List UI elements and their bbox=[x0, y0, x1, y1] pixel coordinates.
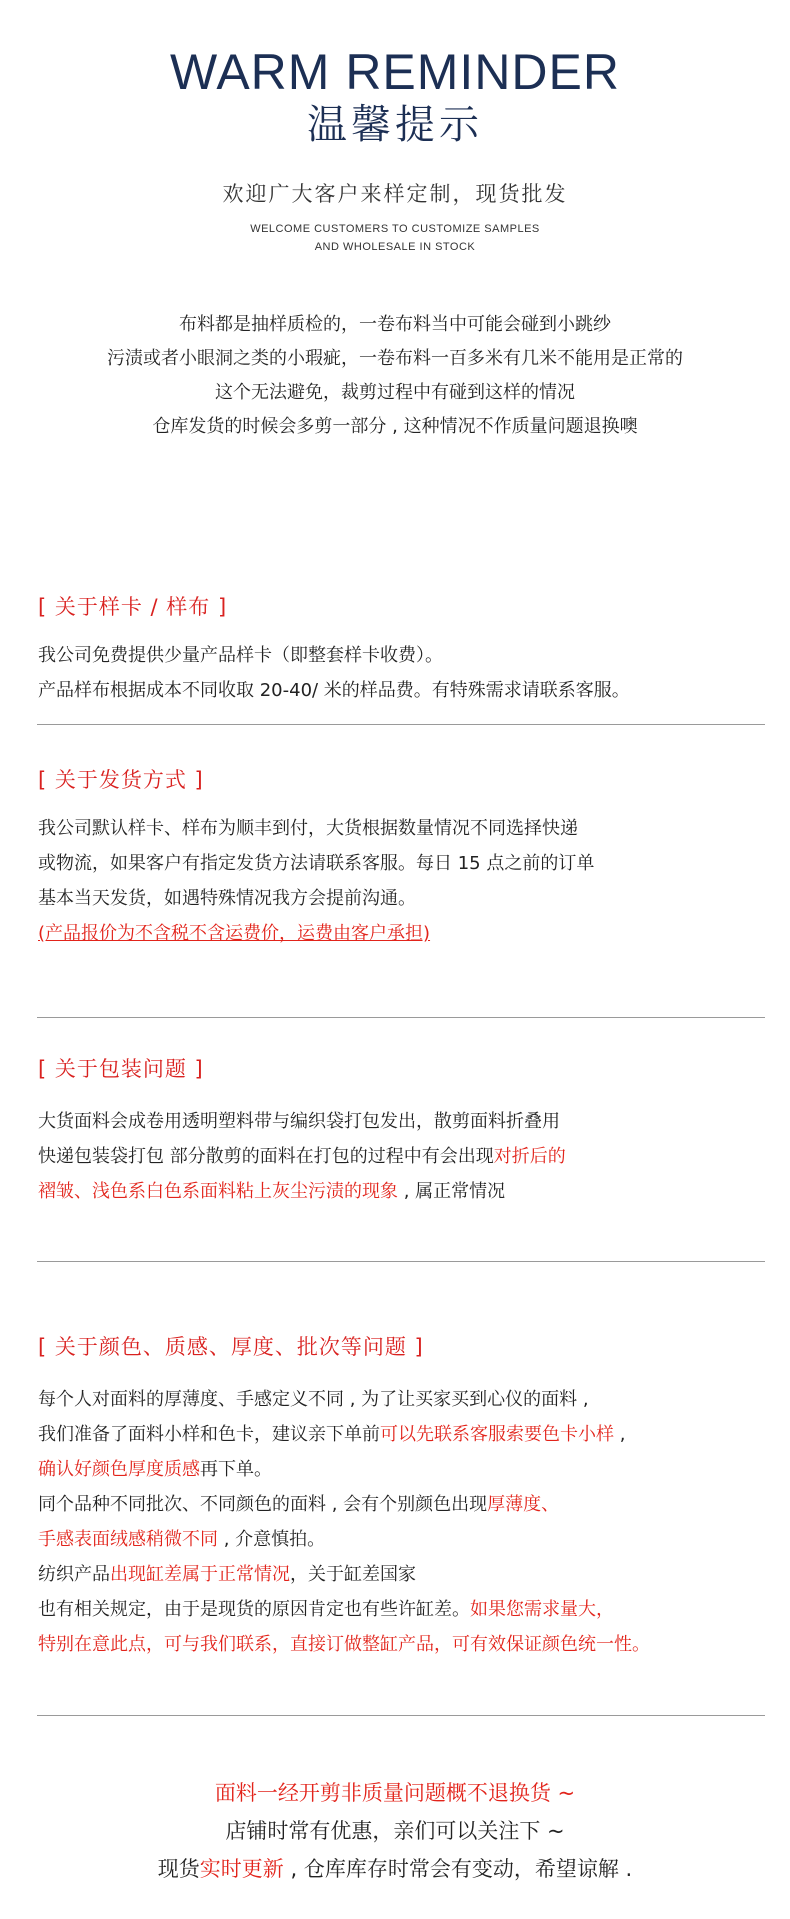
highlight-text: 如果您需求量大， bbox=[470, 1599, 614, 1620]
text-segment: 我公司默认样卡、样布为顺丰到付，大货根据数量情况不同选择快递 bbox=[38, 818, 578, 839]
text-segment: 现货 bbox=[157, 1857, 200, 1881]
divider bbox=[37, 1715, 765, 1716]
title-cn: 温馨提示 bbox=[307, 102, 483, 148]
text-segment: 我们准备了面料小样和色卡，建议亲下单前 bbox=[38, 1424, 380, 1445]
section-packaging bbox=[38, 1054, 752, 1209]
section-title: [ 关于发货方式 ] bbox=[38, 768, 204, 792]
highlight-text: 褶皱、浅色系白色系面料粘上灰尘污渍的现象 bbox=[38, 1181, 398, 1202]
text-line bbox=[0, 1774, 790, 1812]
text-segment: 我公司免费提供少量产品样卡（即整套样卡收费）。 bbox=[38, 645, 443, 666]
intro-paragraph bbox=[0, 308, 790, 444]
footer-notice bbox=[0, 1774, 790, 1888]
section-title: [ 关于样卡 / 样布 ] bbox=[38, 595, 228, 619]
section-sample-card bbox=[38, 592, 752, 708]
text-segment: 基本当天发货，如遇特殊情况我方会提前沟通。 bbox=[38, 888, 416, 909]
text-segment: , 介意慎拍。 bbox=[218, 1529, 326, 1550]
text-line bbox=[38, 1627, 752, 1662]
text-segment: 同个品种不同批次、不同颜色的面料 , 会有个别颜色出现 bbox=[38, 1494, 488, 1515]
highlight-text: 实时更新 bbox=[199, 1857, 284, 1881]
text-line bbox=[38, 638, 752, 673]
text-line bbox=[38, 846, 752, 881]
section-title: [ 关于包装问题 ] bbox=[38, 1057, 204, 1081]
divider bbox=[37, 1261, 765, 1262]
highlight-text: 厚薄度、 bbox=[487, 1494, 560, 1515]
text-segment: , bbox=[614, 1424, 626, 1445]
subtitle-en-line-1: WELCOME CUSTOMERS TO CUSTOMIZE SAMPLES bbox=[250, 223, 540, 235]
highlight-text: 出现缸差属于正常情况 bbox=[110, 1564, 290, 1585]
text-line bbox=[38, 1139, 752, 1174]
text-line bbox=[38, 673, 752, 708]
highlight-text: (产品报价为不含税不含运费价，运费由客户承担) bbox=[38, 923, 431, 944]
text-line bbox=[38, 881, 752, 916]
text-segment: 快递包装袋打包 部分散剪的面料在打包的过程中有会出现 bbox=[38, 1146, 494, 1167]
subtitle-en bbox=[0, 220, 790, 256]
text-line bbox=[38, 1382, 752, 1417]
section-body bbox=[38, 638, 752, 708]
subtitle-en-line-2: AND WHOLESALE IN STOCK bbox=[314, 241, 476, 253]
text-segment: 再下单。 bbox=[200, 1459, 272, 1480]
highlight-text: 手感表面绒感稍微不同 bbox=[38, 1529, 218, 1550]
highlight-text: 面料一经开剪非质量问题概不退换货 ~ bbox=[214, 1781, 576, 1805]
intro-line: 这个无法避免，裁剪过程中有碰到这样的情况 bbox=[215, 382, 575, 403]
title-en: WARM REMINDER bbox=[169, 44, 620, 100]
text-line bbox=[38, 1557, 752, 1592]
text-line bbox=[38, 1104, 752, 1139]
highlight-text: 确认好颜色厚度质感 bbox=[38, 1459, 200, 1480]
text-line bbox=[38, 916, 752, 951]
section-body bbox=[38, 811, 752, 951]
subtitle-cn: 欢迎广大客户来样定制，现货批发 bbox=[222, 182, 568, 206]
section-title: [ 关于颜色、质感、厚度、批次等问题 ] bbox=[38, 1335, 424, 1359]
highlight-text: 可以先联系客服索要色卡小样 bbox=[380, 1424, 614, 1445]
text-segment: 或物流，如果客户有指定发货方法请联系客服。每日 15 点之前的订单 bbox=[38, 853, 595, 874]
text-segment: 纺织产品 bbox=[38, 1564, 110, 1585]
highlight-text: 特别在意此点，可与我们联系，直接订做整缸产品，可有效保证颜色统一性。 bbox=[38, 1634, 650, 1655]
text-segment: 也有相关规定，由于是现货的原因肯定也有些许缸差。 bbox=[38, 1599, 470, 1620]
text-line bbox=[0, 1812, 790, 1850]
highlight-text: 对折后的 bbox=[493, 1146, 566, 1167]
text-segment: ，关于缸差国家 bbox=[290, 1564, 416, 1585]
divider bbox=[37, 724, 765, 725]
text-segment: , 仓库库存时常会有变动，希望谅解 . bbox=[283, 1857, 633, 1881]
section-body bbox=[38, 1104, 752, 1209]
text-line bbox=[38, 1452, 752, 1487]
text-line bbox=[38, 1487, 752, 1522]
text-line bbox=[38, 1592, 752, 1627]
section-color-quality bbox=[38, 1332, 752, 1662]
text-line bbox=[38, 1174, 752, 1209]
text-segment: , 属正常情况 bbox=[398, 1181, 506, 1202]
intro-line: 污渍或者小眼洞之类的小瑕疵，一卷布料一百多米有几米不能用是正常的 bbox=[107, 348, 683, 369]
text-segment: 产品样布根据成本不同收取 20-40/ 米的样品费。有特殊需求请联系客服。 bbox=[38, 680, 630, 701]
text-line bbox=[0, 1850, 790, 1888]
text-segment: 每个人对面料的厚薄度、手感定义不同 , 为了让买家买到心仪的面料 , bbox=[38, 1389, 589, 1410]
text-line bbox=[38, 1417, 752, 1452]
divider bbox=[37, 1017, 765, 1018]
text-line bbox=[38, 1522, 752, 1557]
intro-line: 布料都是抽样质检的，一卷布料当中可能会碰到小跳纱 bbox=[179, 314, 611, 335]
text-line bbox=[38, 811, 752, 846]
section-body bbox=[38, 1382, 752, 1662]
intro-line: 仓库发货的时候会多剪一部分 , 这种情况不作质量问题退换噢 bbox=[152, 416, 638, 437]
section-shipping bbox=[38, 765, 752, 951]
text-segment: 店铺时常有优惠，亲们可以关注下 ~ bbox=[225, 1819, 565, 1843]
text-segment: 大货面料会成卷用透明塑料带与编织袋打包发出，散剪面料折叠用 bbox=[38, 1111, 560, 1132]
header bbox=[0, 44, 790, 256]
